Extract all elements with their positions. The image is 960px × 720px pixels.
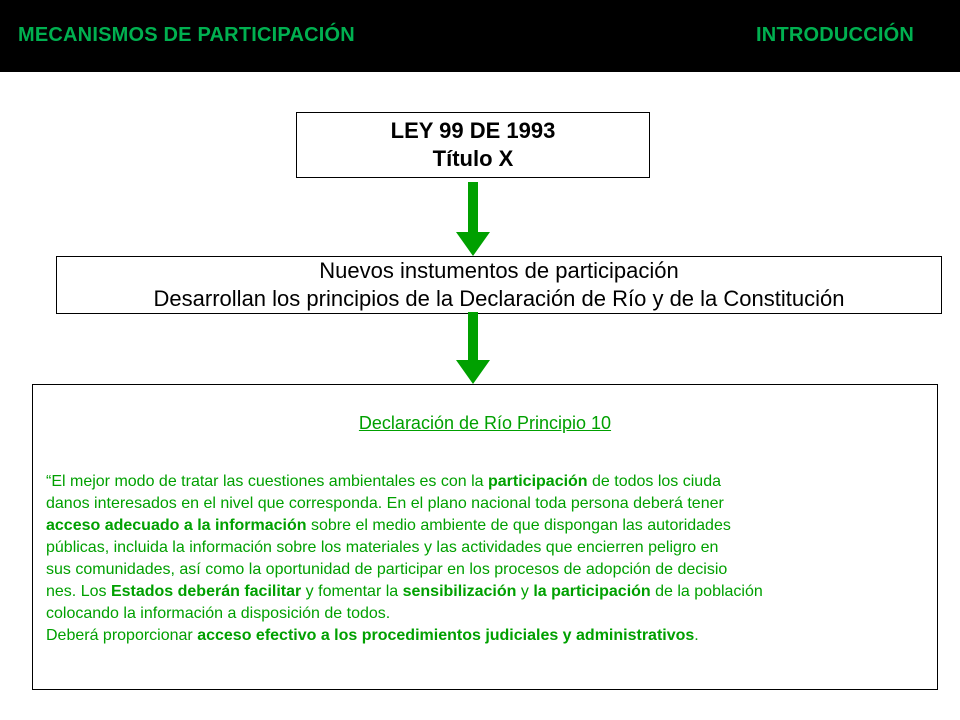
law-title: LEY 99 DE 1993 bbox=[390, 118, 556, 143]
declaration-bold-text: la participación bbox=[533, 583, 651, 600]
declaration-line bbox=[46, 471, 946, 493]
declaration-bold-text: Estados deberán facilitar bbox=[110, 583, 302, 600]
header-bar bbox=[0, 0, 960, 72]
declaration-box bbox=[32, 384, 938, 690]
new-instruments-description: Desarrollan los principios de la Declaración de Río y de la Constitución bbox=[153, 286, 845, 311]
declaration-line bbox=[46, 493, 946, 515]
law-box bbox=[296, 112, 650, 178]
declaration-line bbox=[46, 559, 946, 581]
header-topic: INTRODUCCIÓN bbox=[756, 24, 914, 46]
declaration-line bbox=[46, 537, 946, 559]
declaration-text-segment: de la población bbox=[650, 583, 763, 600]
new-instruments-title: Nuevos instumentos de participación bbox=[319, 258, 679, 283]
declaration-bold-text: acceso efectivo a los procedimientos judiciales y administrativos bbox=[197, 627, 695, 644]
declaration-line bbox=[46, 603, 946, 625]
declaration-text-segment: colocando la información a disposición de todos. bbox=[46, 605, 391, 622]
law-subtitle: Título X bbox=[432, 146, 514, 171]
declaration-bold-text: acceso adecuado a la información bbox=[46, 517, 307, 534]
declaration-title: Declaración de Río Principio 10 bbox=[358, 413, 612, 433]
declaration-text-segment: de todos los ciuda bbox=[587, 473, 721, 490]
declaration-text-segment: y fomentar la bbox=[301, 583, 403, 600]
declaration-text-segment: . bbox=[694, 627, 699, 644]
declaration-text-segment: sobre el medio ambiente de que dispongan las autoridades bbox=[306, 517, 731, 534]
declaration-text-segment: sus comunidades, así como la oportunidad de participar en los procesos de adopción de decisio bbox=[46, 561, 728, 578]
declaration-line bbox=[46, 515, 946, 537]
declaration-text-segment: Deberá proporcionar bbox=[46, 627, 198, 644]
declaration-text bbox=[46, 471, 946, 647]
declaration-line bbox=[46, 581, 946, 603]
declaration-text-segment: públicas, incluida la información sobre los materiales y las actividades que encierren peligro en bbox=[46, 539, 719, 556]
header-section-title: MECANISMOS DE PARTICIPACIÓN bbox=[18, 24, 355, 46]
declaration-text-segment: “El mejor modo de tratar las cuestiones ambientales es con la bbox=[46, 473, 488, 490]
down-arrow-icon bbox=[456, 312, 490, 384]
declaration-line bbox=[46, 625, 946, 647]
declaration-text-segment: nes. Los bbox=[46, 583, 111, 600]
new-instruments-box bbox=[56, 256, 942, 314]
declaration-text-segment: y bbox=[516, 583, 534, 600]
down-arrow-icon bbox=[456, 182, 490, 256]
declaration-bold-text: participación bbox=[488, 473, 588, 490]
declaration-text-segment: danos interesados en el nivel que corresponda. En el plano nacional toda persona deberá tener bbox=[46, 495, 724, 512]
declaration-bold-text: sensibilización bbox=[402, 583, 517, 600]
